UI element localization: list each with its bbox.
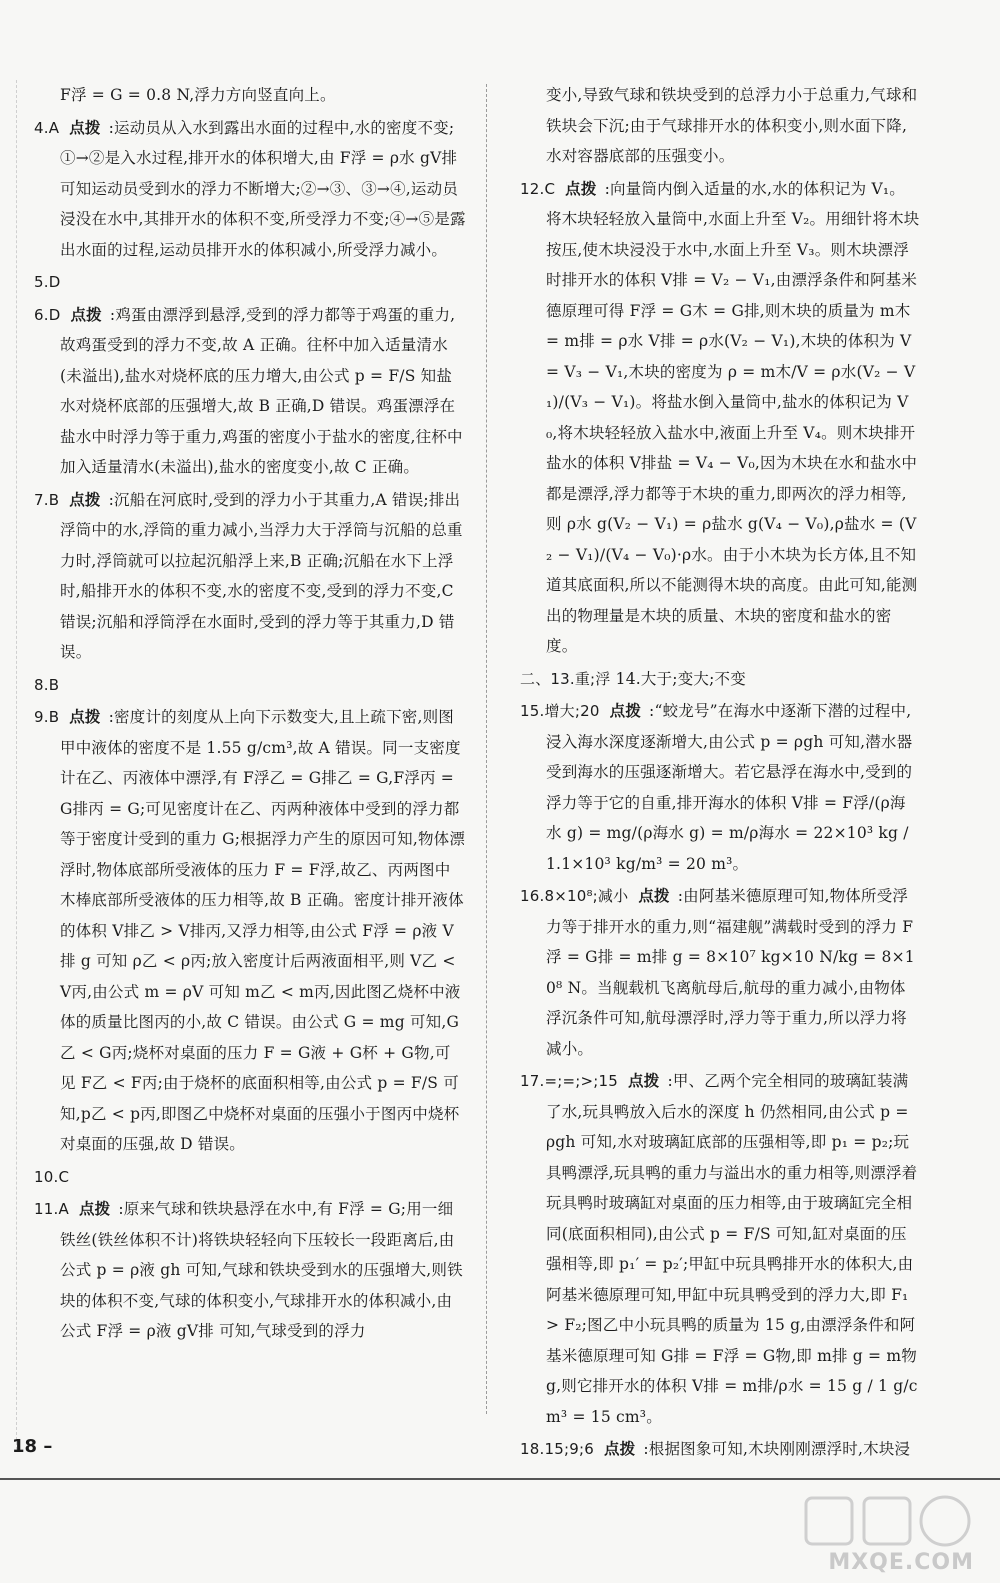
explanation-text: :运动员从入水到露出水面的过程中,水的密度不变;①→②是入水过程,排开水的体积增大,由 F浮 = ρ水 gV排 可知运动员受到水的浮力不断增大;②→③、③→④,运动员浸没在水中,其排开水的体积不变,所受浮力不变;④→⑤是露出水面的过程,运动员排开水的体积减小,所受浮力减小。 [60, 118, 466, 259]
answer-entry [520, 1066, 920, 1432]
answer-entry [34, 113, 466, 266]
question-number: 4. [34, 118, 49, 137]
hint-label: 点拨 [638, 887, 670, 905]
answer-entry [520, 881, 920, 1064]
explanation-text: :沉船在河底时,受到的浮力小于其重力,A 错误;排出浮筒中的水,浮筒的重力减小,当浮力大于浮筒与沉船的总重力时,浮筒就可以拉起沉船浮上来,B 正确;沉船在水下上浮时,船排开水的体积不变,水的密度不变,受到的浮力不变,C 错误;沉船和浮筒浮在水面时,受到的浮力等于其重力,D 错误。 [60, 490, 463, 661]
hint-label: 点拨 [69, 708, 101, 726]
answer-choice: C [58, 1167, 70, 1186]
explanation-text: :甲、乙两个完全相同的玻璃缸装满了水,玩具鸭放入后水的深度 h 仍然相同,由公式 p = ρgh 可知,水对玻璃缸底部的压强相等,即 p₁ = p₂;玩具鸭漂浮,玩具鸭的重力与溢出水的重力相等,则漂浮着玩具鸭时玻璃缸对桌面的压力相等,由于玻璃缸完全相同(底面积相同),由公式 p = F/S 可知,缸对桌面的压强相等,即 p₁′ = p₂′;甲缸中玩具鸭排开水的体积大,由阿基米德原理可知,甲缸中玩具鸭受到的浮力大,即 F₁ > F₂;图乙中小玩具鸭的质量为 15 g,由漂浮条件和阿基米德原理可知 G排 = F浮 = G物,即 m排 g = m物 g,则它排开水的体积 V排 = m排/ρ水 = 15 g / 1 g/cm³ = 15 cm³。 [546, 1072, 918, 1426]
page-number: 18 – [12, 1436, 53, 1457]
answer-entry [34, 1194, 466, 1347]
question-number: 5. [34, 273, 49, 291]
hint-label: 点拨 [628, 1072, 660, 1090]
question-number: 10. [34, 1167, 59, 1186]
answer-choice: 重;浮 [574, 669, 611, 688]
explanation-text: :鸡蛋由漂浮到悬浮,受到的浮力都等于鸡蛋的重力,故鸡蛋受到的浮力不变,故 A 正确。往杯中加入适量清水(未溢出),盐水对烧杯底的压力增大,由公式 p = F/S 知盐水对烧杯底部的压强增大,故 B 正确,D 错误。鸡蛋漂浮在盐水中时浮力等于重力,鸡蛋的密度小于盐水的密度,往杯中加入适量清水(未溢出),盐水的密度变小,故 C 正确。 [60, 305, 463, 476]
hint-label: 点拨 [69, 118, 101, 137]
footer-rule [0, 1478, 1000, 1480]
explanation-text: :由阿基米德原理可知,物体所受浮力等于排开水的重力,则“福建舰”满载时受到的浮力 F浮 = G排 = m排 g = 8×10⁷ kg×10 N/kg = 8×10⁸ N。当舰载机飞离航母后,航母的重力减小,由物体浮沉条件可知,航母漂浮时,浮力等于重力,所以浮力将减小。 [546, 887, 915, 1058]
answer-choice: B [48, 708, 60, 726]
question-number: 8. [34, 675, 49, 694]
explanation-text: :“蛟龙号”在海水中逐渐下潜的过程中,浸入海水深度逐渐增大,由公式 p = ρgh 可知,潜水器受到海水的压强逐渐增大。若它悬浮在海水中,受到的浮力等于它的自重,排开海水的体积 V排 = F浮/(ρ海水 g) = mg/(ρ海水 g) = m/ρ海水 = 22×10³ kg / 1.1×10³ kg/m³ = 20 m³。 [546, 702, 913, 873]
answer-entry [34, 670, 466, 701]
answer-choice: B [48, 675, 60, 694]
explanation-text: :密度计的刻度从上向下示数变大,且上疏下密,则图甲中液体的密度不是 1.55 g/cm³,故 A 错误。同一支密度计在乙、丙液体中漂浮,有 F浮乙 = G排乙 = G,F浮丙 = G排丙 = G;可见密度计在乙、丙两种液体中受到的浮力都等于密度计受到的重力 G;根据浮力产生的原因可知,物体漂浮时,物体底部所受液体的压力 F = F浮,故乙、丙两图中木棒底部所受液体的压力相等,故 B 正确。密度计排开液体的体积 V排乙 > V排丙,又浮力相等,由公式 F浮 = ρ液 V排 g 可知 ρ乙 < ρ丙;放入密度计后两液面相平,则 V乙 < V丙,由公式 m = ρV 可知 m乙 < m丙,因此图乙烧杯中液体的质量比图丙的小,故 C 错误。由公式 G = mg 可知,G乙 < G丙;烧杯对桌面的压力 F = G液 + G杯 + G物,可见 F乙 < F丙;由于烧杯的底面积相等,由公式 p = F/S 可知,p乙 < p丙,即图乙中烧杯对桌面的压强小于图丙中烧杯对桌面的压强,故 D 错误。 [60, 708, 466, 1153]
answer-entry [34, 80, 466, 111]
explanation-text: 变小,导致气球和铁块受到的总浮力小于总重力,气球和铁块会下沉;由于气球排开水的体积变小,则水面下降,水对容器底部的压强变小。 [546, 86, 918, 165]
answer-choice: C [544, 179, 556, 198]
hint-label: 点拨 [565, 179, 597, 198]
answer-entry [34, 267, 466, 298]
margin-guide [16, 80, 17, 1450]
answer-entry [520, 696, 920, 879]
answer-choice: 8×10⁸;减小 [544, 887, 629, 905]
answer-choice: A [58, 1200, 69, 1218]
question-number: 9. [34, 708, 49, 726]
column-divider [486, 84, 487, 1414]
question-number: 12. [520, 179, 545, 198]
hint-label: 点拨 [69, 490, 101, 509]
answer-entry [520, 174, 920, 662]
answer-entry [520, 80, 920, 172]
answer-choice: 15;9;6 [544, 1440, 594, 1458]
watermark-text: MXQE.COM [828, 1550, 974, 1575]
hint-label: 点拨 [609, 702, 642, 720]
question-number: 7. [34, 490, 49, 509]
answer-entry [34, 1162, 466, 1193]
answer-entry [34, 300, 466, 483]
right-column [520, 80, 920, 1467]
explanation-text: 14.大于;变大;不变 [615, 669, 746, 688]
answer-choice: 增大;20 [544, 702, 600, 720]
answer-choice: D [48, 273, 61, 291]
answer-entry [34, 485, 466, 668]
answer-choice: D [48, 305, 61, 324]
hint-label: 点拨 [603, 1440, 636, 1458]
question-number: 17. [520, 1072, 545, 1090]
hint-label: 点拨 [78, 1200, 111, 1218]
answer-entry [520, 664, 920, 695]
answer-entry [520, 1434, 920, 1465]
question-number: 18. [520, 1440, 545, 1458]
question-number: 11. [34, 1200, 59, 1218]
question-number: 6. [34, 305, 49, 324]
answer-choice: =;=;>;15 [544, 1072, 619, 1090]
explanation-text: :向量筒内倒入适量的水,水的体积记为 V₁。将木块轻轻放入量筒中,水面上升至 V₂。用细针将木块按压,使木块浸没于水中,水面上升至 V₃。则木块漂浮时排开水的体积 V排 = V₂ − V₁,由漂浮条件和阿基米德原理可得 F浮 = G木 = G排,则木块的质量为 m木 = m排 = ρ水 V排 = ρ水(V₂ − V₁),木块的体积为 V = V₃ − V₁,木块的密度为 ρ = m木/V = ρ水(V₂ − V₁)/(V₃ − V₁)。将盐水倒入量筒中,盐水的体积记为 V₀,将木块轻轻放入盐水中,液面上升至 V₄。则木块排开盐水的体积 V排盐 = V₄ − V₀,因为木块在水和盐水中都是漂浮,浮力都等于木块的重力,即两次的浮力相等,则 ρ水 g(V₂ − V₁) = ρ盐水 g(V₄ − V₀),ρ盐水 = (V₂ − V₁)/(V₄ − V₀)·ρ水。由于小木块为长方体,且不知道其底面积,所以不能测得木块的高度。由此可知,能测出的物理量是木块的质量、木块的密度和盐水的密度。 [546, 179, 920, 655]
answer-entry [34, 702, 466, 1160]
answer-choice: B [48, 490, 60, 509]
question-number: 16. [520, 887, 545, 905]
hint-label: 点拨 [70, 305, 102, 324]
left-column [34, 80, 466, 1349]
question-number: 二、13. [520, 669, 575, 688]
explanation-text: F浮 = G = 0.8 N,浮力方向竖直向上。 [60, 86, 336, 104]
explanation-text: :根据图象可知,木块刚刚漂浮时,木块浸 [643, 1440, 911, 1458]
question-number: 15. [520, 702, 545, 720]
answer-choice: A [48, 118, 60, 137]
explanation-text: :原来气球和铁块悬浮在水中,有 F浮 = G;用一细铁丝(铁丝体积不计)将铁块轻轻向下压较长一段距离后,由公式 p = ρ液 gh 可知,气球和铁块受到水的压强增大,则铁块的体积不变,气球的体积变小,气球排开水的体积减小,由公式 F浮 = ρ液 gV排 可知,气球受到的浮力 [60, 1200, 463, 1340]
